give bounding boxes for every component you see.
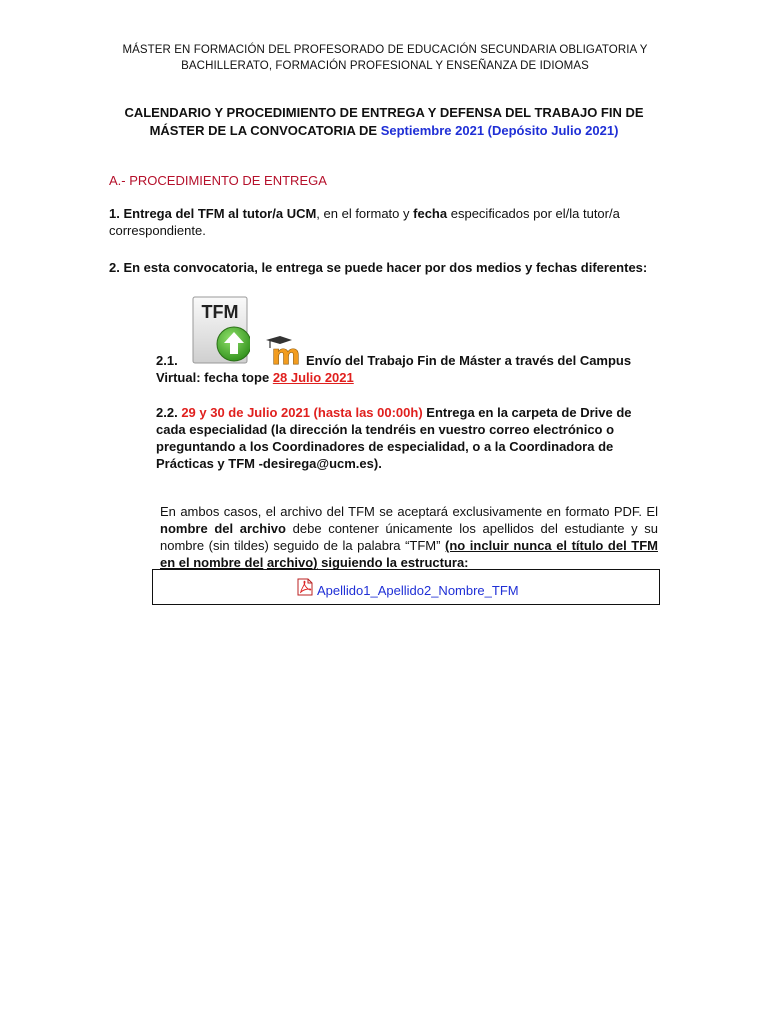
note-warning: (no incluir nunca el título del TFM en el nombre del [160, 538, 658, 570]
header-line-1: MÁSTER EN FORMACIÓN DEL PROFESORADO DE EDUCACIÓN SECUNDARIA OBLIGATORIA Y [122, 44, 648, 56]
moodle-icon-label: m [271, 338, 301, 366]
title-line-2-prefix: MÁSTER DE LA CONVOCATORIA DE [149, 123, 378, 138]
note-bold-filename: nombre del archivo [160, 521, 286, 536]
note-structure-lead: siguiendo la estructura: [321, 555, 469, 570]
section-heading: A.- PROCEDIMIENTO DE ENTREGA [109, 173, 327, 188]
document-title [108, 104, 660, 140]
tfm-icon-label: TFM [201, 302, 239, 322]
item-2-1 [156, 352, 676, 386]
point-1-rest: especificados por el/la tutor/a correspondiente. [109, 206, 620, 238]
note-warning-end: archivo) [266, 555, 318, 570]
item-2-2-text: Entrega en la carpeta de Drive de cada especialidad (la dirección la tendréis en vuestro correo electrónico o preguntando a los Coordinadores de especialidad, o a la Coordinadora de Prácticas y TFM -desirega@ucm.es). [156, 405, 632, 471]
point-1-middle: , en el formato y [316, 206, 410, 221]
filename-structure: Apellido1_Apellido2_Nombre_TFM [317, 583, 519, 598]
item-2-2-number: 2.2. [156, 405, 178, 420]
title-convocatoria: Septiembre 2021 (Depósito Julio 2021) [380, 123, 619, 138]
item-2-1-text: Envío del Trabajo Fin de Máster a través del Campus Virtual: fecha tope [156, 353, 632, 385]
title-line-2 [108, 122, 660, 140]
pdf-file-icon [296, 578, 314, 596]
header-line-2: BACHILLERATO, FORMACIÓN PROFESIONAL Y ENSEÑANZA DE IDIOMAS [181, 60, 589, 72]
item-2-2 [156, 404, 656, 472]
point-2: 2. En esta convocatoria, le entrega se puede hacer por dos medios y fechas diferentes: [109, 260, 648, 275]
item-2-1-deadline: 28 Julio 2021 [272, 370, 354, 385]
program-header [120, 42, 650, 74]
note-part-1: En ambos casos, el archivo del TFM se aceptará exclusivamente en formato PDF. El [160, 504, 658, 519]
item-2-2-dates: 29 y 30 de Julio 2021 (hasta las 00:00h) [181, 405, 423, 420]
point-1-fecha: fecha [413, 206, 448, 221]
point-1-bold: 1. Entrega del TFM al tutor/a UCM [109, 206, 317, 221]
title-line-1: CALENDARIO Y PROCEDIMIENTO DE ENTREGA Y DEFENSA DEL TRABAJO FIN DE [124, 105, 644, 120]
file-format-note [160, 503, 658, 571]
note-part-2: debe contener únicamente los apellidos del estudiante y su nombre (sin tildes) seguido de la palabra “TFM” [160, 521, 658, 553]
item-2-1-number: 2.1. [156, 353, 178, 368]
point-1 [109, 205, 669, 239]
